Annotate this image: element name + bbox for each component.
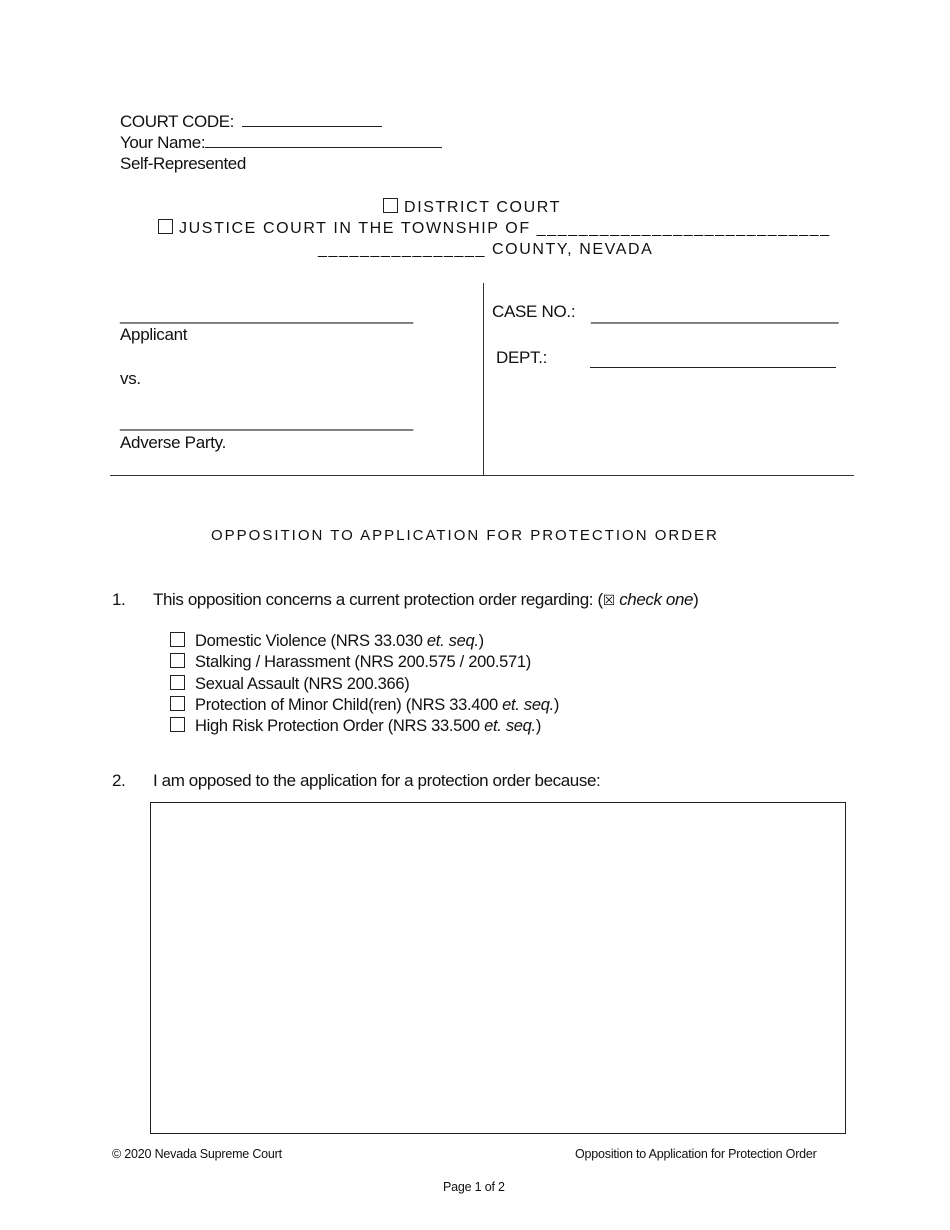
applicant-name-field[interactable]: ________________________________	[120, 305, 413, 324]
option-checkbox[interactable]	[170, 675, 185, 690]
option-label: High Risk Protection Order (NRS 33.500	[195, 717, 485, 735]
caption-divider-vertical	[483, 283, 484, 476]
justice-court-label: JUSTICE COURT IN THE TOWNSHIP OF ____________________________	[179, 220, 831, 237]
order-type-option[interactable]	[170, 653, 531, 672]
option-label: Protection of Minor Child(ren) (NRS 33.400	[195, 696, 503, 714]
option-checkbox[interactable]	[170, 632, 185, 647]
document-title: OPPOSITION TO APPLICATION FOR PROTECTION ORDER	[211, 527, 719, 544]
option-label-italic: et. seq.	[426, 632, 479, 650]
option-checkbox[interactable]	[170, 717, 185, 732]
district-court-label: DISTRICT COURT	[404, 199, 561, 216]
dept-label: DEPT.:	[496, 348, 548, 367]
vs-label: vs.	[120, 369, 141, 388]
section-1-prompt	[153, 590, 698, 610]
section-2-prompt: I am opposed to the application for a protection order because:	[153, 771, 601, 790]
section-1-number: 1.	[112, 590, 126, 609]
option-label: Domestic Violence (NRS 33.030	[195, 632, 427, 650]
footer-copyright: © 2020 Nevada Supreme Court	[112, 1147, 282, 1161]
page-number: Page 1 of 2	[443, 1180, 505, 1194]
county-line: ________________ COUNTY, NEVADA	[318, 241, 654, 258]
order-type-option[interactable]	[170, 675, 409, 694]
self-represented-label: Self-Represented	[120, 154, 246, 173]
option-label-end: )	[553, 696, 560, 714]
applicant-label: Applicant	[120, 325, 188, 344]
opposition-reason-textbox[interactable]	[150, 802, 846, 1134]
district-court-row	[383, 198, 561, 217]
order-type-option[interactable]	[170, 632, 484, 651]
footer-form-title: Opposition to Application for Protection Order	[575, 1147, 817, 1161]
option-label-italic: et. seq.	[484, 717, 536, 735]
option-label-end: )	[535, 717, 542, 735]
court-code-row	[120, 112, 382, 132]
order-type-option[interactable]	[170, 696, 559, 715]
adverse-party-name-field[interactable]: ________________________________	[120, 412, 413, 431]
case-no-field[interactable]: ___________________________	[591, 305, 839, 324]
option-label-italic: et. seq.	[502, 696, 554, 714]
court-code-field[interactable]	[242, 126, 382, 127]
justice-court-checkbox[interactable]	[158, 219, 173, 234]
court-code-label: COURT CODE:	[120, 112, 234, 131]
checked-box-icon: ☒	[602, 593, 615, 609]
order-type-option[interactable]	[170, 717, 541, 736]
adverse-party-label: Adverse Party.	[120, 433, 227, 452]
district-court-checkbox[interactable]	[383, 198, 398, 213]
section-1-close-paren: )	[693, 590, 699, 609]
option-checkbox[interactable]	[170, 653, 185, 668]
your-name-label: Your Name:	[120, 133, 206, 152]
your-name-row	[120, 133, 442, 153]
option-label-end: )	[478, 632, 484, 650]
option-label: Sexual Assault (NRS 200.366)	[195, 675, 410, 693]
caption-divider-horizontal	[110, 475, 854, 476]
option-checkbox[interactable]	[170, 696, 185, 711]
section-2-number: 2.	[112, 771, 126, 790]
dept-field[interactable]	[590, 367, 836, 368]
section-1-text: This opposition concerns a current protection order regarding: (	[153, 590, 603, 609]
check-one-instruction: check one	[619, 590, 694, 609]
option-label: Stalking / Harassment (NRS 200.575 / 200.571)	[195, 653, 531, 671]
case-no-label: CASE NO.:	[492, 302, 576, 321]
justice-court-row	[158, 219, 831, 238]
your-name-field[interactable]	[205, 147, 442, 148]
